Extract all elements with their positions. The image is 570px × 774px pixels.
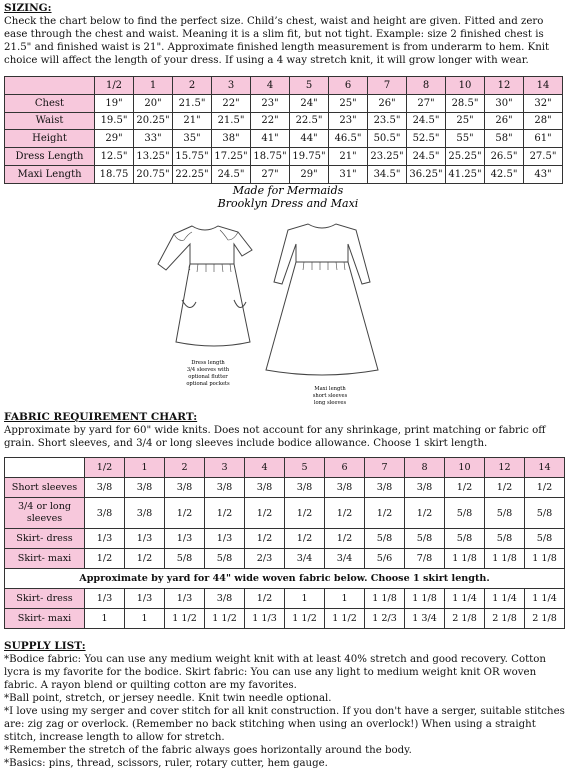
table-cell: 18.75"	[251, 148, 290, 166]
table-cell: 5/8	[485, 498, 525, 529]
table-cell: 18.75	[95, 165, 134, 183]
table-cell: 46.5"	[329, 130, 368, 148]
table-cell: 5/8	[445, 498, 485, 529]
table-row	[5, 529, 565, 549]
table-cell: 1/2	[125, 549, 165, 569]
table-cell: 26"	[368, 94, 407, 112]
table-cell: 23.5"	[368, 112, 407, 130]
table-cell: 1/3	[165, 529, 205, 549]
table-cell: 7/8	[405, 549, 445, 569]
fabric-chart	[4, 457, 565, 629]
woven-note: Approximate by yard for 44" wide woven fabric below. Choose 1 skirt length.	[5, 569, 565, 589]
size-header-row	[5, 77, 563, 95]
table-cell: 3/8	[125, 478, 165, 498]
table-cell: 20.75"	[134, 165, 173, 183]
table-cell: 27.5"	[524, 148, 563, 166]
table-cell: 41"	[251, 130, 290, 148]
table-row	[5, 549, 565, 569]
size-header: 5	[290, 77, 329, 95]
table-cell: 44"	[290, 130, 329, 148]
table-cell: 1/2	[285, 498, 325, 529]
table-cell: 58"	[485, 130, 524, 148]
table-cell: 26"	[485, 112, 524, 130]
table-cell: 23"	[251, 94, 290, 112]
table-cell: 20.25"	[134, 112, 173, 130]
caption-left-line: 3/4 sleeves with	[186, 367, 230, 373]
table-cell: 20"	[134, 94, 173, 112]
row-label: Short sleeves	[5, 478, 85, 498]
product-label: Brooklyn Dress and Maxi	[217, 197, 359, 210]
table-cell: 3/8	[165, 478, 205, 498]
size-header: 6	[329, 77, 368, 95]
table-cell: 43"	[524, 165, 563, 183]
caption-left-line: optional flutter	[188, 374, 228, 380]
table-cell: 5/8	[405, 529, 445, 549]
table-cell: 3/8	[365, 478, 405, 498]
table-cell: 29"	[290, 165, 329, 183]
row-label: Dress Length	[5, 148, 95, 166]
caption-right-line: long sleeves	[313, 400, 347, 406]
table-cell: 61"	[524, 130, 563, 148]
table-cell: 22"	[251, 112, 290, 130]
table-cell: 3/8	[405, 478, 445, 498]
brand-label: Made for Mermaids	[232, 184, 344, 197]
table-cell: 1 1/3	[245, 609, 285, 629]
table-cell: 19.5"	[95, 112, 134, 130]
table-cell: 23"	[329, 112, 368, 130]
table-cell: 19"	[95, 94, 134, 112]
table-cell: 1/2	[405, 498, 445, 529]
sizing-chart	[4, 76, 563, 184]
row-label: Waist	[5, 112, 95, 130]
table-cell: 25"	[329, 94, 368, 112]
table-cell: 1/2	[205, 498, 245, 529]
table-cell: 21"	[173, 112, 212, 130]
row-label: Skirt- dress	[5, 529, 85, 549]
sizing-intro: Check the chart below to find the perfect size. Child’s chest, waist and height are given. Fitted and zero ease through the chest and waist. Meaning it is a slim fit, but not tight. Example: size 2 finished chest is 21.5" and finished waist is 21". Approximate finished length measurement is from underarm to hem. Knit choice will affect the length of your dress. If using a 4 way stretch knit, it will grow longer with wear.	[4, 16, 550, 66]
caption-right-line: short sleeves	[312, 393, 348, 399]
size-header: 1/2	[95, 77, 134, 95]
table-cell: 42.5"	[485, 165, 524, 183]
sizing-title: SIZING:	[4, 2, 52, 14]
table-cell: 1/2	[285, 529, 325, 549]
table-cell: 28"	[524, 112, 563, 130]
size-header: 2	[173, 77, 212, 95]
table-cell: 25"	[446, 112, 485, 130]
table-cell: 31"	[329, 165, 368, 183]
table-cell: 5/8	[205, 549, 245, 569]
table-cell: 25.25"	[446, 148, 485, 166]
caption-left	[186, 360, 230, 387]
table-cell: 1/2	[245, 498, 285, 529]
table-cell: 50.5"	[368, 130, 407, 148]
caption-left-line: optional pockets	[186, 381, 230, 387]
table-cell: 36.25"	[407, 165, 446, 183]
table-cell: 1/2	[165, 498, 205, 529]
size-header: 3	[212, 77, 251, 95]
table-cell: 1 1/8	[445, 549, 485, 569]
size-header: 4	[251, 77, 290, 95]
table-cell: 1	[125, 609, 165, 629]
table-cell: 1 1/8	[405, 589, 445, 609]
size-header: 1	[134, 77, 173, 95]
table-cell: 2 1/8	[445, 609, 485, 629]
table-cell: 1	[325, 589, 365, 609]
table-cell: 1 2/3	[365, 609, 405, 629]
size-header: 12	[485, 77, 524, 95]
table-cell: 2 1/8	[485, 609, 525, 629]
table-cell: 5/8	[445, 529, 485, 549]
table-row	[5, 165, 563, 183]
table-cell: 1 1/8	[365, 589, 405, 609]
table-cell: 38"	[212, 130, 251, 148]
table-row	[5, 94, 563, 112]
table-cell: 24.5"	[407, 112, 446, 130]
caption-right	[313, 386, 348, 406]
table-cell: 21.5"	[212, 112, 251, 130]
table-cell: 1 3/4	[405, 609, 445, 629]
table-cell: 33"	[134, 130, 173, 148]
table-cell: 1/3	[205, 529, 245, 549]
table-cell: 24"	[290, 94, 329, 112]
table-cell: 1 1/2	[325, 609, 365, 629]
table-cell: 3/8	[125, 498, 165, 529]
table-cell: 3/4	[325, 549, 365, 569]
table-cell: 35"	[173, 130, 212, 148]
table-row	[5, 609, 565, 629]
supply-item: *Bodice fabric: You can use any medium weight knit with at least 40% stretch and good recovery. Cotton lycra is my favorite for the bodice. Skirt fabric: You can use any light to medium weight knit OR woven fabric. A rayon blend or quilting cotton are my favorites.	[4, 654, 546, 691]
supply-item: *Basics: pins, thread, scissors, ruler, rotary cutter, hem gauge.	[4, 758, 328, 769]
table-cell: 1/3	[125, 529, 165, 549]
size-header: 1/2	[85, 458, 125, 478]
table-cell: 1 1/2	[165, 609, 205, 629]
table-cell: 32"	[524, 94, 563, 112]
table-cell: 21"	[329, 148, 368, 166]
size-header: 2	[165, 458, 205, 478]
corner-cell	[5, 458, 85, 478]
size-header: 10	[445, 458, 485, 478]
fabric-title: FABRIC REQUIREMENT CHART:	[4, 411, 198, 423]
row-label: Skirt- maxi	[5, 609, 85, 629]
table-cell: 5/8	[165, 549, 205, 569]
table-cell: 17.25"	[212, 148, 251, 166]
table-cell: 1 1/8	[525, 549, 565, 569]
table-cell: 1 1/4	[485, 589, 525, 609]
size-header: 3	[205, 458, 245, 478]
supply-title: SUPPLY LIST:	[4, 640, 86, 652]
table-cell: 2 1/8	[525, 609, 565, 629]
table-cell: 3/8	[205, 589, 245, 609]
table-cell: 3/8	[245, 478, 285, 498]
supply-list	[4, 640, 566, 770]
table-cell: 5/8	[485, 529, 525, 549]
table-cell: 27"	[251, 165, 290, 183]
table-cell: 26.5"	[485, 148, 524, 166]
fabric-intro: Approximate by yard for 60" wide knits. Does not account for any shrinkage, print matching or fabric off grain. Short sleeves, and 3/4 or long sleeves include bodice allowance. Choose 1 skirt length.	[4, 425, 546, 449]
table-cell: 28.5"	[446, 94, 485, 112]
table-cell: 1/3	[85, 589, 125, 609]
table-cell: 3/8	[205, 478, 245, 498]
table-cell: 21.5"	[173, 94, 212, 112]
table-cell: 19.75"	[290, 148, 329, 166]
table-cell: 1/2	[525, 478, 565, 498]
size-header: 4	[245, 458, 285, 478]
table-cell: 5/8	[525, 529, 565, 549]
table-cell: 22"	[212, 94, 251, 112]
caption-right-line: Maxi length	[314, 386, 346, 392]
table-row	[5, 130, 563, 148]
table-cell: 5/8	[365, 529, 405, 549]
table-cell: 15.75"	[173, 148, 212, 166]
table-cell: 3/4	[285, 549, 325, 569]
supply-item: *Remember the stretch of the fabric always goes horizontally around the body.	[4, 745, 412, 756]
table-cell: 22.5"	[290, 112, 329, 130]
dress-diagram	[130, 182, 450, 412]
table-cell: 1/2	[485, 478, 525, 498]
table-cell: 27"	[407, 94, 446, 112]
table-cell: 12.5"	[95, 148, 134, 166]
row-label: Chest	[5, 94, 95, 112]
table-cell: 55"	[446, 130, 485, 148]
table-cell: 1 1/2	[205, 609, 245, 629]
table-cell: 34.5"	[368, 165, 407, 183]
table-cell: 1	[85, 609, 125, 629]
row-label: Skirt- dress	[5, 589, 85, 609]
table-row	[5, 498, 565, 529]
size-header: 12	[485, 458, 525, 478]
size-header: 7	[365, 458, 405, 478]
caption-left-line: Dress length	[191, 360, 225, 366]
table-row	[5, 112, 563, 130]
size-header: 8	[407, 77, 446, 95]
table-cell: 1/2	[245, 529, 285, 549]
table-cell: 30"	[485, 94, 524, 112]
supply-item: *I love using my serger and cover stitch for all knit construction. If you don't have a serger, suitable stitches are: zig zag or overlock. (Remember no back stitching when using an overlock!) When using a straight stitch, increase length to allow for stretch.	[4, 706, 565, 743]
corner-cell	[5, 77, 95, 95]
table-row	[5, 478, 565, 498]
fabric-header-row	[5, 458, 565, 478]
table-cell: 5/6	[365, 549, 405, 569]
size-header: 14	[524, 77, 563, 95]
short-dress-drawing	[158, 226, 252, 346]
table-cell: 13.25"	[134, 148, 173, 166]
table-cell: 1/3	[165, 589, 205, 609]
size-header: 10	[446, 77, 485, 95]
table-cell: 1 1/4	[525, 589, 565, 609]
table-cell: 29"	[95, 130, 134, 148]
table-cell: 52.5"	[407, 130, 446, 148]
row-label: Height	[5, 130, 95, 148]
table-cell: 22.25"	[173, 165, 212, 183]
table-cell: 41.25"	[446, 165, 485, 183]
table-cell: 3/8	[325, 478, 365, 498]
table-cell: 3/8	[85, 498, 125, 529]
row-label: Skirt- maxi	[5, 549, 85, 569]
table-cell: 1 1/8	[485, 549, 525, 569]
table-cell: 1 1/2	[285, 609, 325, 629]
size-header: 5	[285, 458, 325, 478]
table-cell: 2/3	[245, 549, 285, 569]
table-cell: 1/2	[365, 498, 405, 529]
row-label: Maxi Length	[5, 165, 95, 183]
table-cell: 5/8	[525, 498, 565, 529]
table-cell: 1/2	[245, 589, 285, 609]
size-header: 6	[325, 458, 365, 478]
table-cell: 1/2	[85, 549, 125, 569]
table-row	[5, 148, 563, 166]
table-cell: 24.5"	[407, 148, 446, 166]
table-row	[5, 589, 565, 609]
size-header: 8	[405, 458, 445, 478]
table-cell: 1 1/4	[445, 589, 485, 609]
table-cell: 1	[285, 589, 325, 609]
table-cell: 3/8	[285, 478, 325, 498]
table-cell: 3/8	[85, 478, 125, 498]
table-cell: 1/2	[445, 478, 485, 498]
maxi-dress-drawing	[266, 224, 378, 375]
size-header: 14	[525, 458, 565, 478]
table-cell: 1/2	[325, 529, 365, 549]
table-cell: 23.25"	[368, 148, 407, 166]
table-cell: 1/3	[85, 529, 125, 549]
table-cell: 24.5"	[212, 165, 251, 183]
size-header: 1	[125, 458, 165, 478]
woven-note-row	[5, 569, 565, 589]
supply-item: *Ball point, stretch, or jersey needle. Knit twin needle optional.	[4, 693, 332, 704]
row-label: 3/4 or long sleeves	[5, 498, 85, 529]
size-header: 7	[368, 77, 407, 95]
table-cell: 1/2	[325, 498, 365, 529]
table-cell: 1/3	[125, 589, 165, 609]
